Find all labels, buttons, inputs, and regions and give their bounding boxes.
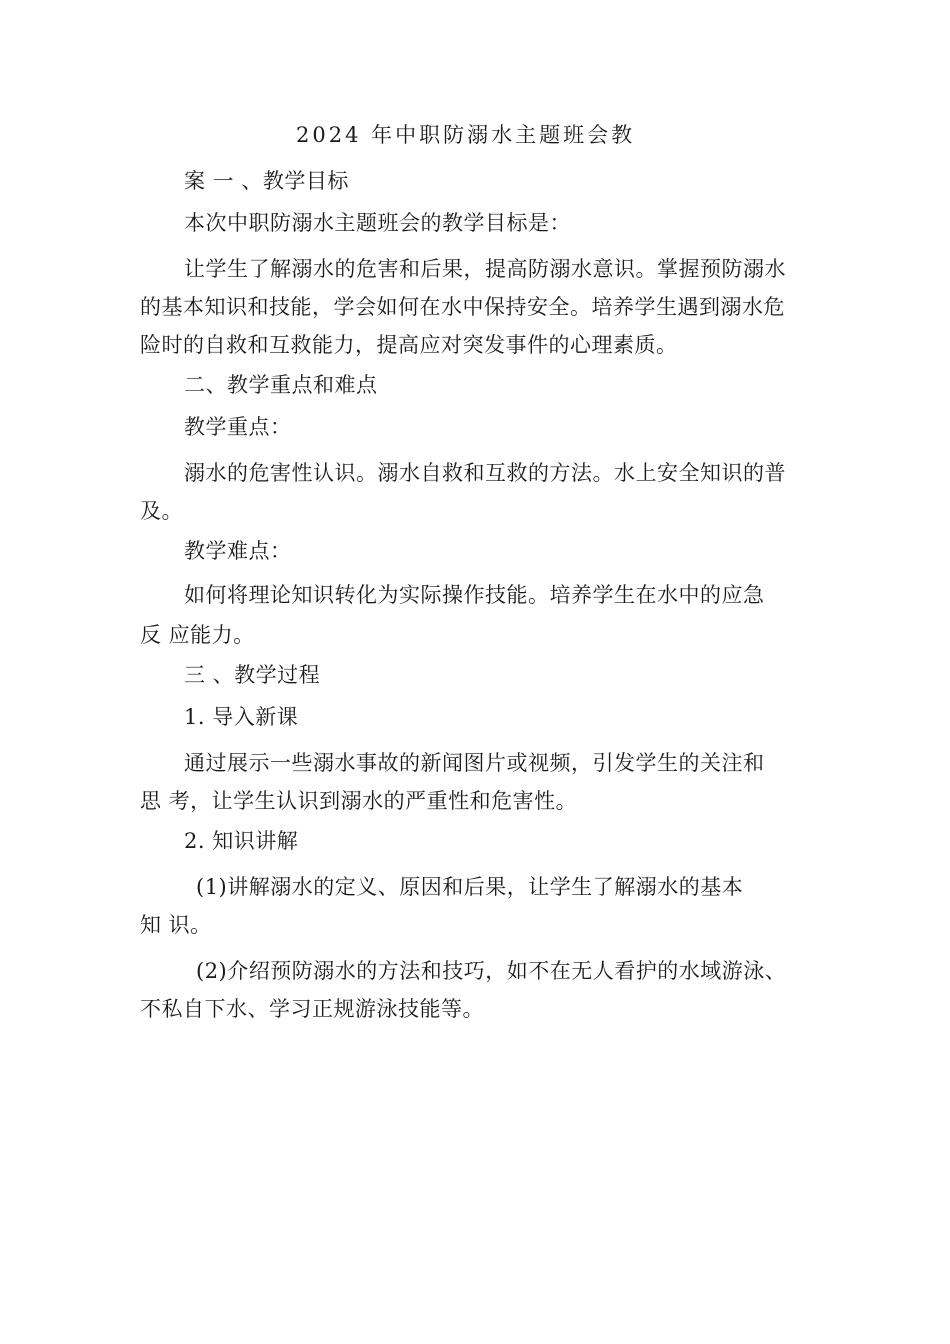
paragraph-line: 通过展示一些溺水事故的新闻图片或视频，引发学生的关注和 — [184, 751, 765, 775]
paragraph-line: 及。 — [140, 499, 183, 523]
subheading-difficulties: 教学难点： — [184, 539, 292, 563]
paragraph-line: 溺水的危害性认识。溺水自救和互救的方法。水上安全知识的普 — [184, 461, 786, 485]
paragraph-line: (2)介绍预防溺水的方法和技巧，如不在无人看护的水域游泳、 — [196, 959, 787, 983]
step-heading-2: 2. 知识讲解 — [184, 829, 299, 853]
step-heading-1: 1. 导入新课 — [184, 705, 299, 729]
section-heading-1: 案 一 、教学目标 — [184, 169, 349, 193]
paragraph-line: 思 考，让学生认识到溺水的严重性和危害性。 — [140, 789, 578, 813]
paragraph-line: 反 应能力。 — [140, 623, 255, 647]
paragraph-line: 险时的自救和互救能力，提高应对突发事件的心理素质。 — [140, 333, 678, 357]
paragraph-line: (1)讲解溺水的定义、原因和后果，让学生了解溺水的基本 — [196, 875, 744, 899]
paragraph-line: 的基本知识和技能，学会如何在水中保持安全。培养学生遇到溺水危 — [140, 295, 785, 319]
document-title: 2024 年中职防溺水主题班会教 — [296, 123, 636, 147]
paragraph-line: 本次中职防溺水主题班会的教学目标是： — [184, 211, 571, 235]
section-heading-2: 二、教学重点和难点 — [184, 373, 378, 397]
paragraph-line: 知 识。 — [140, 913, 212, 937]
subheading-key-points: 教学重点： — [184, 415, 292, 439]
paragraph-line: 让学生了解溺水的危害和后果，提高防溺水意识。掌握预防溺水 — [184, 257, 786, 281]
section-heading-3: 三 、教学过程 — [184, 663, 321, 687]
paragraph-line: 不私自下水、学习正规游泳技能等。 — [140, 997, 484, 1021]
paragraph-line: 如何将理论知识转化为实际操作技能。培养学生在水中的应急 — [184, 583, 765, 607]
